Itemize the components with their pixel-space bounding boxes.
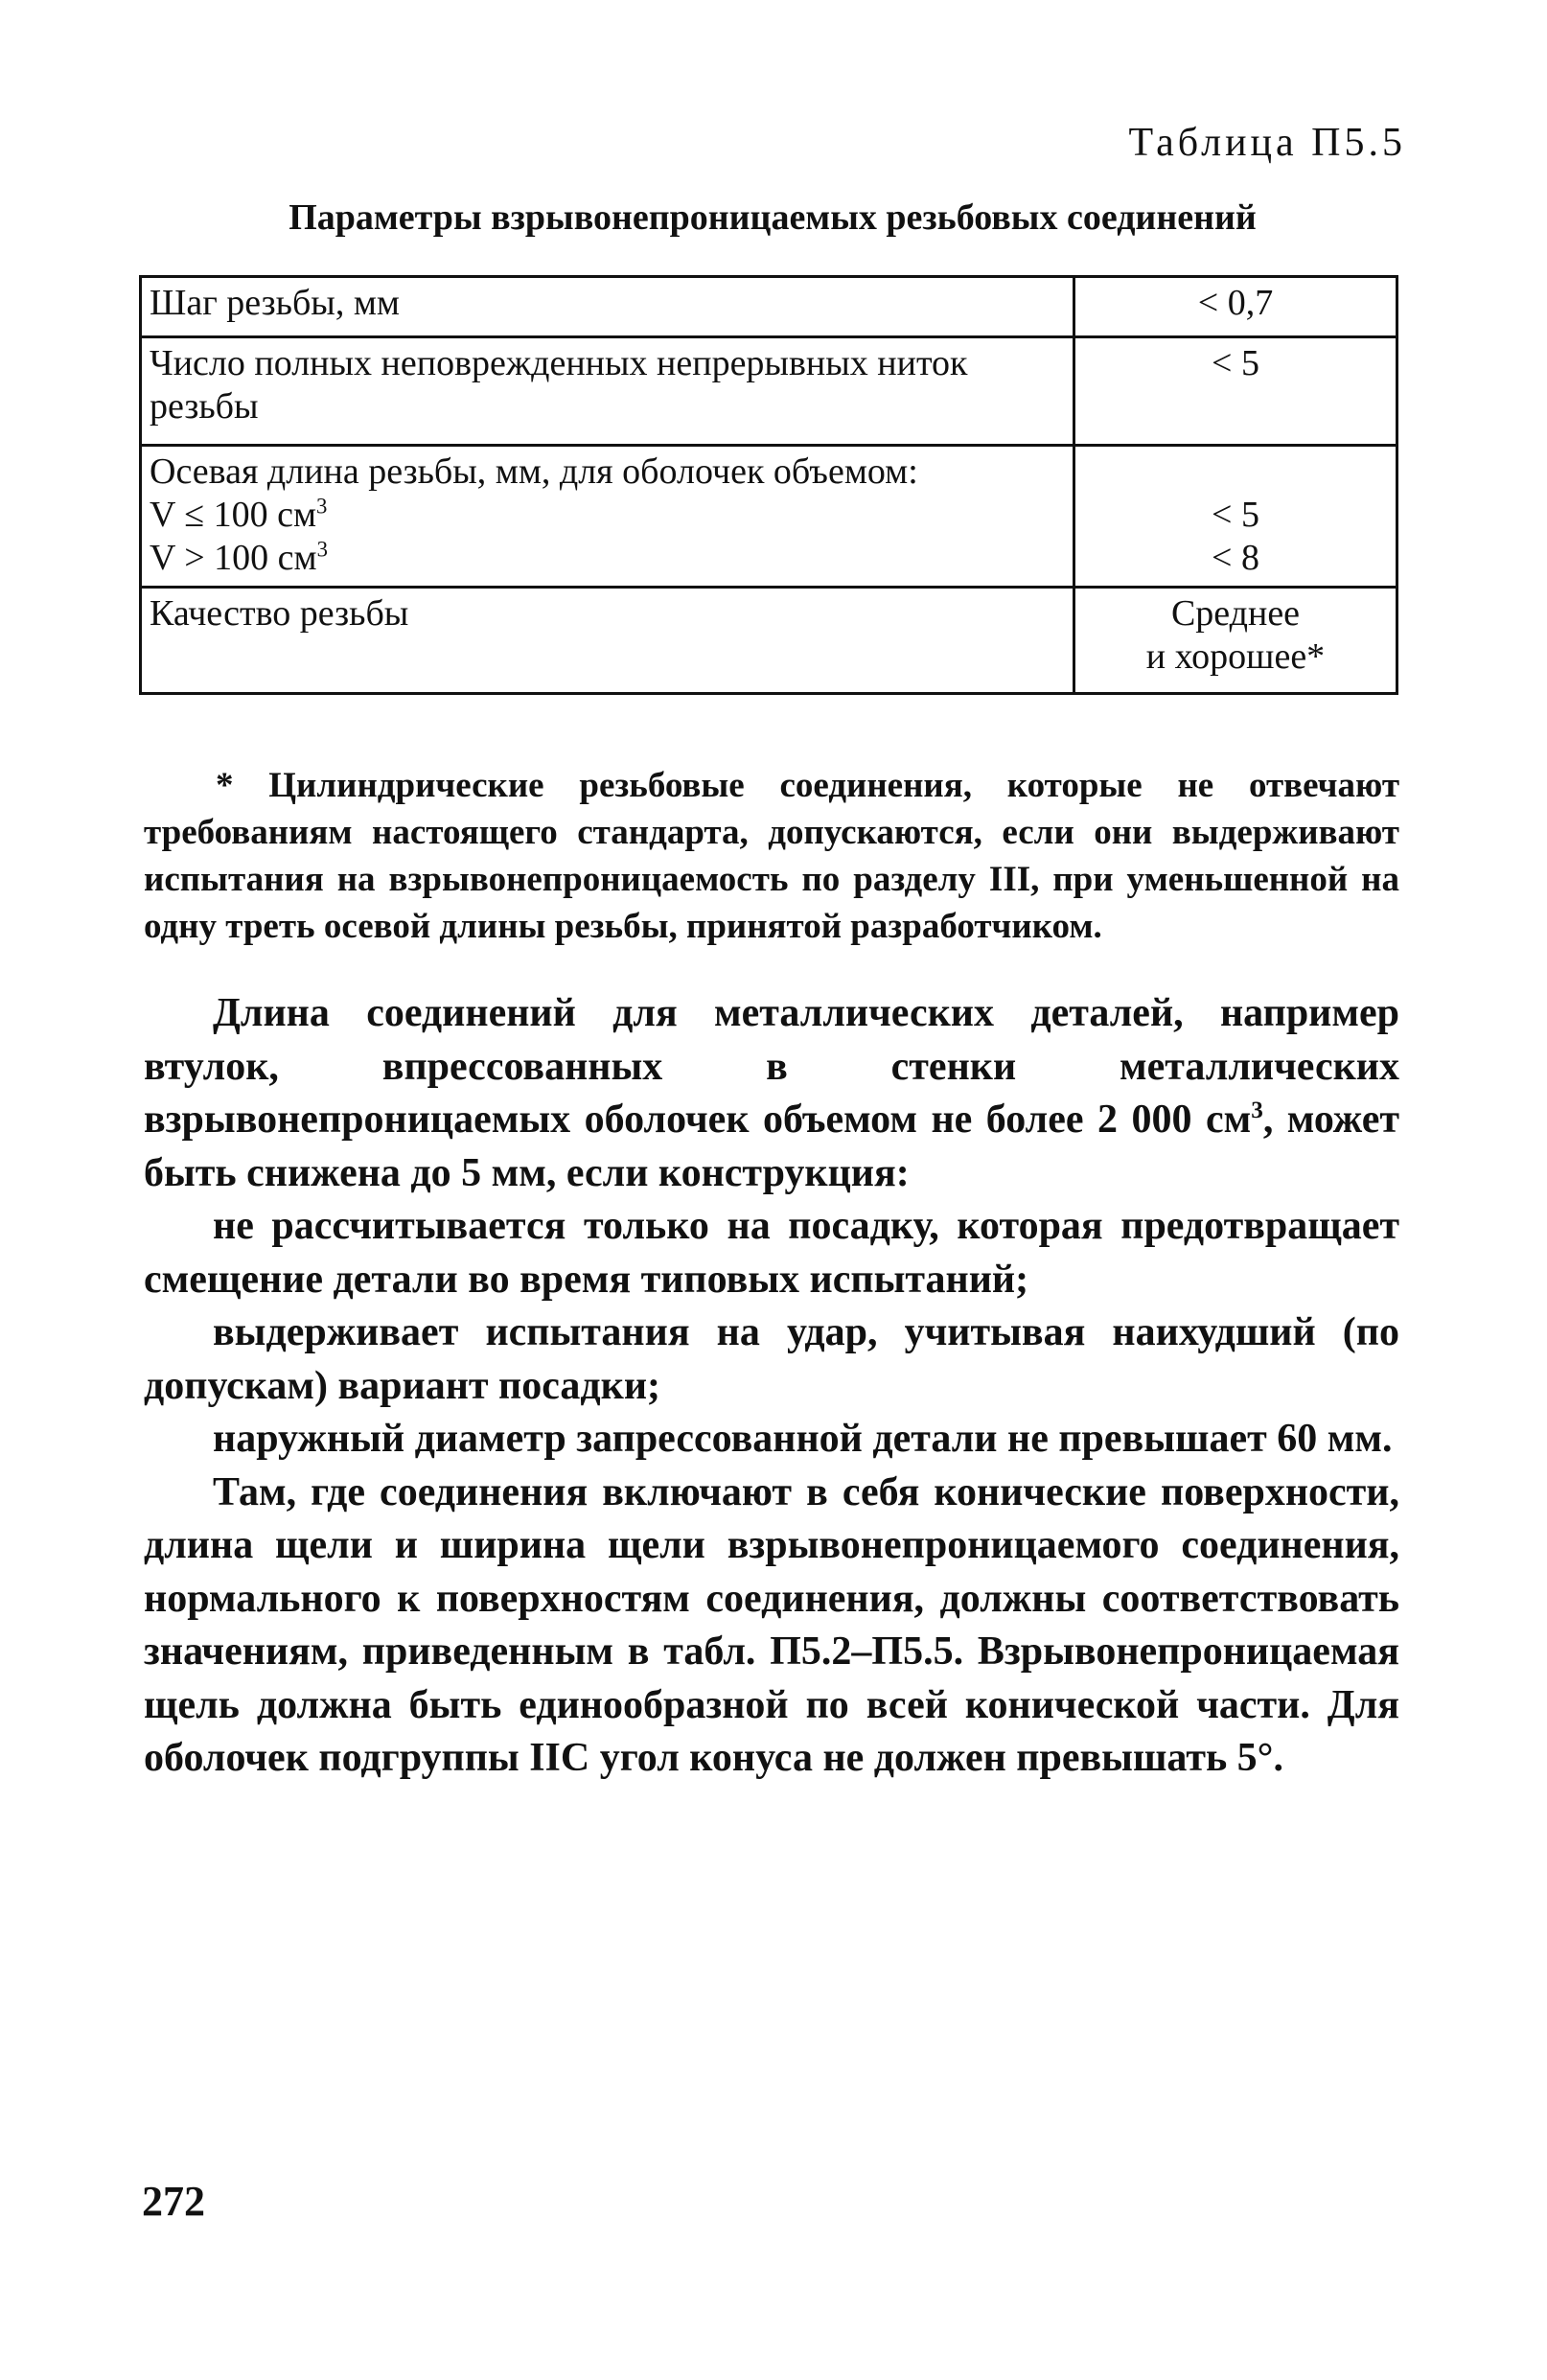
paragraph: выдерживает испытания на удар, учитывая наихудший (по допускам) вариант посадки; (144, 1310, 1399, 1408)
table-cell-param: Число полных неповрежденных непрерывных ниток резьбы (141, 337, 1074, 446)
table-cell-value: < 5 (1074, 337, 1397, 446)
table-row (141, 446, 1397, 588)
table-cell-value (1074, 446, 1397, 588)
superscript: 3 (316, 537, 329, 561)
paragraph-text: , может быть снижена до 5 мм, если конструкция: (144, 1098, 1399, 1195)
table-row (141, 277, 1397, 337)
paragraph: Там, где соединения включают в себя конические поверхности, длина щели и ширина щели взрывонепроницаемого соединения, нормального к поверхностям соединения, должны соответствовать значениям, приведенным в табл. П5.2–П5.5. Взрывонепроницаемая щель должна быть единообразной по всей конической части. Для оболочек подгруппы IIC угол конуса не должен превышать 5°. (144, 1469, 1399, 1780)
table-title: Параметры взрывонепроницаемых резьбовых соединений (289, 197, 1257, 238)
paragraph: не рассчитывается только на посадку, которая предотвращает смещение детали во время типовых испытаний; (144, 1204, 1399, 1302)
quality-value-line-1: Среднее (1170, 593, 1301, 634)
volume-condition-small-text: V ≤ 100 см (150, 494, 317, 535)
value-small-volume: < 5 (1212, 495, 1259, 535)
volume-condition-small (150, 494, 1065, 537)
table-footnote: * Цилиндрические резьбовые соединения, которые не отвечают требованиям настоящего стандарта, допускаются, если они выдерживают испытания на взрывонепроницаемость по разделу III, при уменьшенной на одну треть осевой длины резьбы, принятой разработчиком. (144, 766, 1399, 946)
volume-condition-large-text: V > 100 см (150, 537, 317, 578)
superscript: 3 (1251, 1098, 1263, 1123)
axial-length-heading: Осевая длина резьбы, мм, для оболочек объемом: (150, 451, 918, 492)
superscript: 3 (316, 494, 328, 519)
value-large-volume: < 8 (1212, 537, 1259, 578)
table-cell-param: Шаг резьбы, мм (141, 277, 1074, 337)
table-row (141, 337, 1397, 446)
volume-condition-large (150, 537, 1065, 580)
page-number: 272 (142, 2178, 205, 2225)
table-row (141, 588, 1397, 694)
body-text (144, 987, 1399, 1786)
table-label: Таблица П5.5 (1128, 121, 1406, 165)
paragraph: наружный диаметр запрессованной детали не превышает 60 мм. (213, 1417, 1393, 1461)
table-cell-param (141, 446, 1074, 588)
thread-parameters-table (139, 275, 1398, 695)
table-cell-param: Качество резьбы (141, 588, 1074, 694)
table-cell-value: < 0,7 (1074, 277, 1397, 337)
quality-value-line-2: и хорошее* (1145, 635, 1326, 677)
cell-spacer (1083, 451, 1388, 494)
paragraph-text: Длина соединений для металлических деталей, например втулок, впрессованных в стенки металлических взрывонепроницаемых оболочек объемом не более 2 000 см (144, 991, 1399, 1142)
table-cell-value (1074, 588, 1397, 694)
paragraph (144, 987, 1399, 1200)
